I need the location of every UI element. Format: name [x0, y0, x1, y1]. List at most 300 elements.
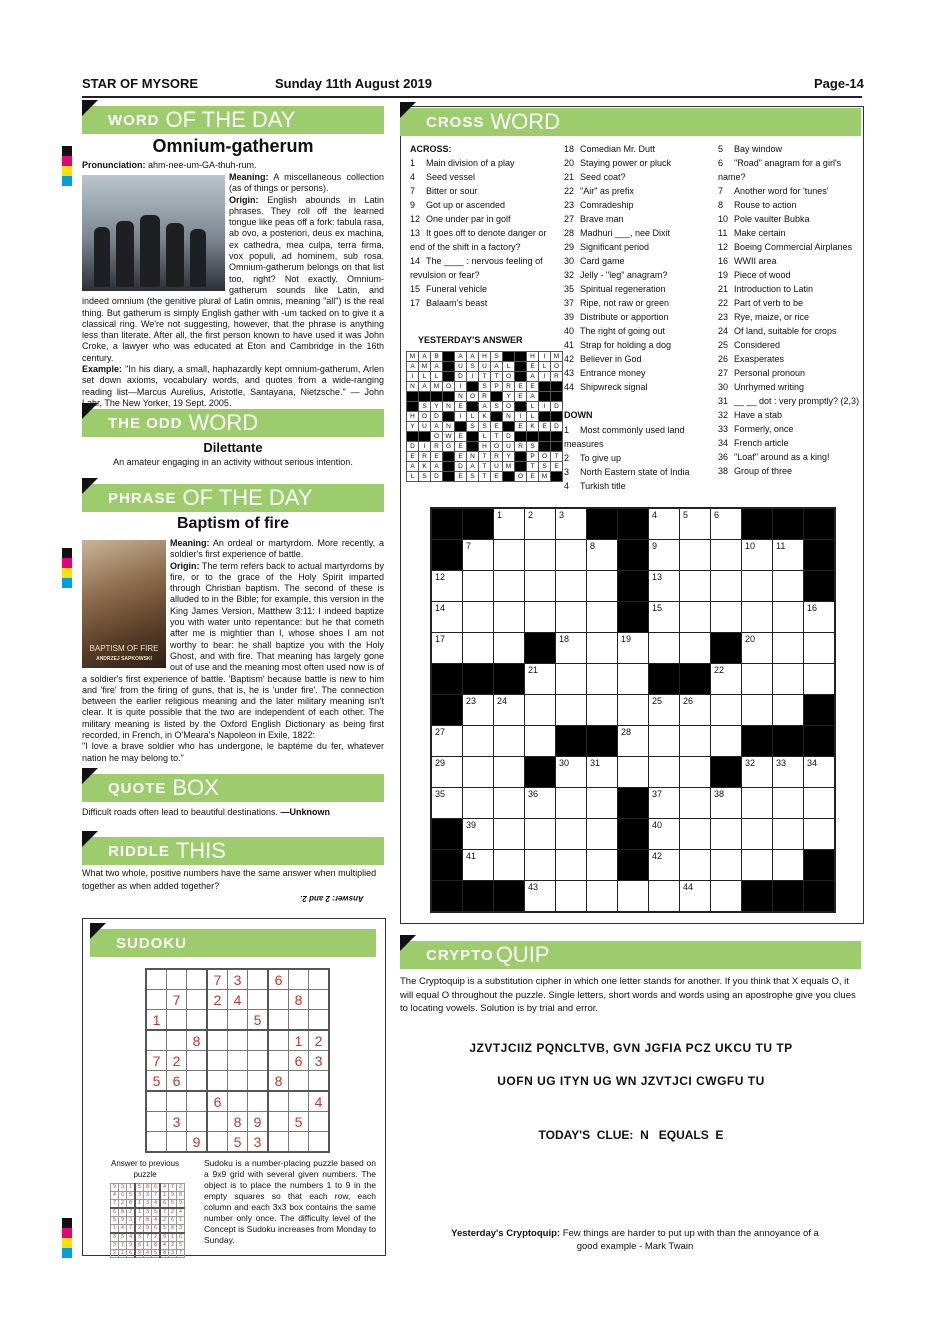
answer-cell: D	[431, 472, 443, 482]
crossword-cell[interactable]	[649, 602, 680, 633]
sudoku-cell[interactable]	[289, 1010, 309, 1031]
crossword-cell[interactable]	[556, 881, 587, 913]
crossword-cell[interactable]	[742, 788, 773, 819]
answer-cell: H	[479, 442, 491, 452]
crossword-cell[interactable]	[494, 571, 525, 602]
crossword-cell[interactable]	[556, 664, 587, 695]
sudoku-answer-cell: 2	[160, 1217, 169, 1225]
clue-item	[564, 324, 712, 338]
crossword-cell[interactable]	[742, 850, 773, 881]
sudoku-cell[interactable]	[207, 1132, 228, 1153]
crossword-grid	[430, 507, 836, 913]
crossword-cell[interactable]	[525, 819, 556, 850]
answer-cell: A	[491, 362, 503, 372]
sudoku-answer-cell: 5	[119, 1233, 127, 1242]
sudoku-answer-cell: 5	[177, 1242, 185, 1250]
crossword-cell[interactable]	[618, 726, 649, 757]
crossword-cell[interactable]	[587, 602, 618, 633]
crossword-cell[interactable]	[463, 602, 494, 633]
crossword-black-cell	[680, 664, 711, 695]
crossword-cell[interactable]	[525, 850, 556, 881]
sudoku-cell[interactable]	[187, 990, 208, 1010]
crossword-cell[interactable]	[431, 788, 463, 819]
crossword-cell[interactable]	[587, 633, 618, 664]
crossword-cell[interactable]	[618, 695, 649, 726]
crossword-cell[interactable]	[618, 633, 649, 664]
sudoku-cell[interactable]	[187, 969, 208, 990]
crossword-cell[interactable]	[711, 602, 742, 633]
clue-number: 39	[564, 312, 575, 322]
clue-text: Balaam's beast	[426, 298, 488, 308]
crossword-cell[interactable]	[431, 633, 463, 664]
clue-text: Exasperates	[734, 354, 785, 364]
answer-cell: E	[515, 382, 527, 392]
crossword-cell[interactable]	[649, 726, 680, 757]
crossword-cell[interactable]	[494, 602, 525, 633]
sudoku-cell[interactable]	[268, 1132, 289, 1153]
crossword-cell[interactable]	[618, 881, 649, 913]
clue-item	[718, 352, 860, 366]
sudoku-cell[interactable]	[167, 1030, 187, 1051]
crossword-cell[interactable]	[525, 664, 556, 695]
crossword-cell[interactable]	[587, 664, 618, 695]
clue-number: 43	[564, 368, 575, 378]
crossword-cell[interactable]	[556, 633, 587, 664]
sudoku-answer-cell: 7	[160, 1208, 169, 1217]
crossword-cell[interactable]	[463, 788, 494, 819]
sudoku-cell: 9	[187, 1132, 208, 1153]
crossword-cell[interactable]	[587, 571, 618, 602]
crossword-black-cell	[431, 508, 463, 540]
clue-item	[564, 212, 712, 226]
band-label-big: OF THE DAY	[182, 485, 313, 510]
sudoku-cell[interactable]	[309, 1010, 330, 1031]
crossword-cell[interactable]	[587, 788, 618, 819]
crossword-cell[interactable]	[742, 757, 773, 788]
crossword-cell[interactable]	[431, 726, 463, 757]
answer-cell: S	[491, 352, 503, 362]
crossword-cell[interactable]	[804, 819, 836, 850]
sudoku-cell[interactable]	[187, 1010, 208, 1031]
answer-cell: U	[419, 422, 431, 432]
clue-number: 23	[564, 200, 575, 210]
crossword-cell[interactable]	[525, 602, 556, 633]
crossword-cell[interactable]	[556, 757, 587, 788]
clue-item	[564, 268, 712, 282]
clue-number: 21	[564, 172, 575, 182]
clue-text: Considered	[734, 340, 781, 350]
crossword-cell[interactable]	[680, 602, 711, 633]
answer-cell: N	[443, 402, 455, 412]
sudoku-cell[interactable]	[248, 1091, 269, 1112]
clue-item	[718, 198, 860, 212]
crossword-cell[interactable]	[742, 602, 773, 633]
crossword-cell[interactable]	[804, 633, 836, 664]
crossword-cell[interactable]	[463, 540, 494, 571]
sudoku-cell[interactable]	[248, 1051, 269, 1071]
crossword-cell[interactable]	[773, 819, 804, 850]
answer-cell: I	[539, 402, 551, 412]
crossword-cell[interactable]	[711, 508, 742, 540]
cell-number: 30	[559, 758, 570, 768]
sudoku-cell[interactable]	[167, 1132, 187, 1153]
crossword-cell[interactable]	[773, 850, 804, 881]
sudoku-answer-cell: 1	[177, 1217, 185, 1225]
answer-cell: E	[527, 382, 539, 392]
clue-item	[718, 226, 860, 240]
clue-text: Staying power or pluck	[580, 158, 672, 168]
crossword-black-cell	[587, 726, 618, 757]
clue-item	[718, 450, 860, 464]
sudoku-cell[interactable]	[268, 1051, 289, 1071]
crossword-cell[interactable]	[742, 695, 773, 726]
sudoku-answer-cell: 2	[111, 1250, 119, 1258]
cell-number: 15	[652, 603, 663, 613]
sudoku-cell[interactable]	[228, 1030, 248, 1051]
crossword-cell[interactable]	[680, 571, 711, 602]
clue-number: 19	[718, 270, 729, 280]
quote	[82, 807, 330, 817]
word-of-day-word: Omnium-gatherum	[152, 136, 314, 156]
crossword-cell[interactable]	[711, 850, 742, 881]
crossword-cell[interactable]	[680, 788, 711, 819]
sudoku-cell[interactable]	[187, 1051, 208, 1071]
sudoku-answer-cell: 2	[169, 1242, 177, 1250]
sudoku-cell[interactable]	[268, 1091, 289, 1112]
crossword-cell[interactable]	[494, 633, 525, 664]
answer-black-cell	[551, 432, 563, 442]
crossword-cell[interactable]	[649, 881, 680, 913]
clue-number: 1	[410, 158, 416, 168]
sudoku-cell[interactable]	[146, 969, 167, 990]
answer-cell: G	[443, 442, 455, 452]
clue-item	[718, 394, 860, 408]
crossword-cell[interactable]	[556, 508, 587, 540]
crossword-black-cell	[431, 540, 463, 571]
crossword-cell[interactable]	[463, 757, 494, 788]
answer-cell: S	[467, 362, 479, 372]
answer-cell: O	[491, 442, 503, 452]
crossword-cell[interactable]	[525, 788, 556, 819]
sudoku-cell: 6	[167, 1071, 187, 1092]
crossword-cell[interactable]	[773, 695, 804, 726]
sudoku-cell[interactable]	[248, 969, 269, 990]
clue-item	[718, 310, 860, 324]
crossword-cell[interactable]	[773, 757, 804, 788]
crossword-cell[interactable]	[711, 726, 742, 757]
sudoku-cell[interactable]	[187, 1112, 208, 1132]
crossword-black-cell	[494, 881, 525, 913]
cryptoquip-line2: UOFN UG ITYN UG WN JZVTJCI CWGFU TU	[497, 1074, 765, 1088]
crossword-cell[interactable]	[525, 726, 556, 757]
odd-word: Dilettante	[203, 440, 263, 455]
crossword-black-cell	[804, 726, 836, 757]
crossword-cell[interactable]	[711, 881, 742, 913]
clue-number: 10	[718, 214, 729, 224]
clue-text: Entrance money	[580, 368, 646, 378]
sudoku-cell[interactable]	[289, 969, 309, 990]
sudoku-answer-cell: 9	[119, 1217, 127, 1225]
sudoku-cell[interactable]	[289, 1071, 309, 1092]
cell-number: 3	[559, 510, 565, 520]
answer-cell: E	[455, 472, 467, 482]
crossword-cell[interactable]	[525, 508, 556, 540]
sudoku-cell[interactable]	[207, 1112, 228, 1132]
crossword-cell[interactable]	[556, 819, 587, 850]
crossword-cell[interactable]	[742, 819, 773, 850]
answer-black-cell	[551, 412, 563, 422]
crossword-cell[interactable]	[587, 819, 618, 850]
sudoku-cell[interactable]	[207, 1071, 228, 1092]
crossword-cell[interactable]	[804, 602, 836, 633]
crossword-cell[interactable]	[742, 571, 773, 602]
crossword-cell[interactable]	[711, 695, 742, 726]
sudoku-cell[interactable]	[289, 1091, 309, 1112]
crossword-cell[interactable]	[587, 850, 618, 881]
crossword-cell[interactable]	[556, 602, 587, 633]
sudoku-answer-cell: 4	[177, 1208, 185, 1217]
crossword-cell[interactable]	[494, 850, 525, 881]
header-rule	[82, 96, 862, 98]
pronunciation	[82, 160, 384, 171]
crossword-cell[interactable]	[773, 788, 804, 819]
crossword-cell[interactable]	[556, 695, 587, 726]
clue-number: 30	[564, 256, 575, 266]
meaning-label: Meaning:	[170, 538, 210, 548]
answer-cell: M	[539, 472, 551, 482]
sudoku-cell[interactable]	[228, 1051, 248, 1071]
cell-number: 27	[435, 727, 446, 737]
crossword-cell[interactable]	[680, 819, 711, 850]
crossword-cell[interactable]	[525, 881, 556, 913]
clue-text: Unrhymed writing	[734, 382, 805, 392]
sudoku-cell[interactable]	[268, 1010, 289, 1031]
crossword-cell[interactable]	[587, 695, 618, 726]
clue-text: Rouse to action	[734, 200, 797, 210]
sudoku-cell[interactable]	[289, 1132, 309, 1153]
riddle-band	[82, 837, 384, 865]
crossword-cell[interactable]	[649, 540, 680, 571]
clue-number: 44	[564, 382, 575, 392]
crossword-cell[interactable]	[494, 726, 525, 757]
clue-text: Bitter or sour	[426, 186, 478, 196]
sudoku-cell: 7	[167, 990, 187, 1010]
crossword-cell[interactable]	[618, 664, 649, 695]
clue-text: It goes off to denote danger or end of the shift in a factory?	[410, 228, 547, 252]
sudoku-cell[interactable]	[309, 1112, 330, 1132]
crossword-cell[interactable]	[680, 850, 711, 881]
crossword-cell[interactable]	[494, 508, 525, 540]
crossword-cell[interactable]	[680, 757, 711, 788]
sudoku-cell[interactable]	[248, 990, 269, 1010]
crossword-cell[interactable]	[587, 881, 618, 913]
clue-number: 1	[564, 425, 570, 435]
crossword-cell[interactable]	[463, 850, 494, 881]
crossword-cell[interactable]	[742, 633, 773, 664]
answer-cell: T	[479, 472, 491, 482]
crossword-cell[interactable]	[742, 540, 773, 571]
crossword-cell[interactable]	[556, 788, 587, 819]
sudoku-cell[interactable]	[187, 1091, 208, 1112]
sudoku-cell[interactable]	[187, 1071, 208, 1092]
crossword-cell[interactable]	[804, 788, 836, 819]
crossword-cell[interactable]	[804, 757, 836, 788]
crossword-cell[interactable]	[711, 788, 742, 819]
crossword-cell[interactable]	[773, 602, 804, 633]
answer-cell: A	[419, 382, 431, 392]
crossword-cell[interactable]	[773, 633, 804, 664]
crossword-cell[interactable]	[680, 540, 711, 571]
sudoku-cell[interactable]	[268, 1030, 289, 1051]
crossword-cell[interactable]	[711, 664, 742, 695]
answer-black-cell	[503, 422, 515, 432]
crossword-cell[interactable]	[680, 633, 711, 664]
answer-cell: K	[419, 462, 431, 472]
sudoku-cell[interactable]	[228, 1091, 248, 1112]
sudoku-answer-cell: 5	[160, 1225, 169, 1234]
sudoku-cell[interactable]	[146, 1112, 167, 1132]
cell-number: 38	[714, 789, 725, 799]
sudoku-cell[interactable]	[248, 1071, 269, 1092]
sudoku-cell[interactable]	[268, 1112, 289, 1132]
crossword-cell[interactable]	[431, 602, 463, 633]
crossword-black-cell	[804, 540, 836, 571]
crossword-cell[interactable]	[463, 633, 494, 664]
crossword-cell[interactable]	[463, 571, 494, 602]
sudoku-answer-cell: 1	[135, 1208, 144, 1217]
crossword-cell[interactable]	[494, 819, 525, 850]
crossword-cell[interactable]	[431, 571, 463, 602]
crossword-black-cell	[587, 508, 618, 540]
answer-black-cell	[443, 372, 455, 382]
sudoku-cell[interactable]	[309, 990, 330, 1010]
answer-cell: S	[491, 402, 503, 412]
crossword-cell[interactable]	[649, 757, 680, 788]
crossword-cell[interactable]	[649, 788, 680, 819]
crossword-cell[interactable]	[773, 571, 804, 602]
crossword-cell[interactable]	[587, 757, 618, 788]
down-heading: DOWN	[564, 410, 593, 420]
band-label-big: WORD	[490, 109, 560, 134]
crossword-cell[interactable]	[525, 571, 556, 602]
sudoku-cell[interactable]	[167, 1091, 187, 1112]
crossword-cell[interactable]	[680, 726, 711, 757]
clue-text: Madhuri ___, nee Dixit	[580, 228, 671, 238]
crossword-black-cell	[618, 540, 649, 571]
sudoku-answer-cell: 7	[127, 1225, 136, 1234]
crossword-cell[interactable]	[649, 695, 680, 726]
sudoku-answer-cell: 7	[152, 1192, 161, 1200]
crossword-cell[interactable]	[742, 664, 773, 695]
sudoku-cell[interactable]	[146, 1030, 167, 1051]
crossword-cell[interactable]	[711, 819, 742, 850]
clue-text: Comradeship	[580, 200, 634, 210]
sudoku-cell[interactable]	[207, 1051, 228, 1071]
sudoku-cell[interactable]	[167, 969, 187, 990]
crossword-cell[interactable]	[494, 540, 525, 571]
sudoku-cell[interactable]	[207, 1030, 228, 1051]
crossword-cell[interactable]	[649, 633, 680, 664]
clue-number: 36	[718, 452, 729, 462]
crossword-cell[interactable]	[587, 540, 618, 571]
sudoku-cell[interactable]	[309, 1071, 330, 1092]
cell-number: 16	[807, 603, 818, 613]
crossword-cell[interactable]	[680, 508, 711, 540]
crossword-black-cell	[711, 757, 742, 788]
crossword-cell[interactable]	[494, 788, 525, 819]
sudoku-cell: 6	[207, 1091, 228, 1112]
crossword-cell[interactable]	[711, 540, 742, 571]
crossword-cell[interactable]	[680, 695, 711, 726]
sudoku-cell[interactable]	[146, 1091, 167, 1112]
clue-item	[718, 268, 860, 282]
crossword-cell[interactable]	[649, 819, 680, 850]
crossword-cell[interactable]	[525, 695, 556, 726]
across-clues-1	[410, 156, 554, 310]
sudoku-cell[interactable]	[146, 1132, 167, 1153]
word-of-day-band	[82, 106, 384, 134]
sudoku-cell[interactable]	[228, 1071, 248, 1092]
clue-item	[718, 240, 860, 254]
sudoku-cell[interactable]	[167, 1010, 187, 1031]
sudoku-cell: 2	[309, 1030, 330, 1051]
crossword-cell[interactable]	[463, 726, 494, 757]
crossword-cell[interactable]	[618, 757, 649, 788]
crossword-cell[interactable]	[494, 695, 525, 726]
crossword-cell[interactable]	[711, 571, 742, 602]
crossword-cell[interactable]	[463, 819, 494, 850]
clue-item	[718, 254, 860, 268]
answer-cell: N	[455, 392, 467, 402]
sudoku-answer-cell: 5	[111, 1217, 119, 1225]
crossword-cell[interactable]	[556, 850, 587, 881]
crossword-cell[interactable]	[556, 571, 587, 602]
sudoku-cell[interactable]	[146, 990, 167, 1010]
crossword-cell[interactable]	[494, 757, 525, 788]
across-heading: ACROSS:	[410, 144, 452, 154]
crossword-cell[interactable]	[525, 540, 556, 571]
sudoku-cell[interactable]	[228, 1010, 248, 1031]
crossword-black-cell	[773, 881, 804, 913]
crossword-cell[interactable]	[649, 508, 680, 540]
example-text: "In his diary, a small, haphazardly kept omnium-gatherum, Arlen set down axioms, vocabulary words, and quotes from a wide-ranging reading list—Marcus Aurelius, Aristotle, Santayana, Nietzsche." — John Lahr, The New Yorker, 19 Sept. 2005.	[82, 364, 384, 408]
crossword-cell[interactable]	[804, 664, 836, 695]
clue-text: Jelly - "leg" anagram?	[580, 270, 668, 280]
sudoku-cell[interactable]	[309, 1132, 330, 1153]
crossword-cell[interactable]	[431, 757, 463, 788]
sudoku-cell: 4	[228, 990, 248, 1010]
sudoku-cell: 9	[248, 1112, 269, 1132]
crossword-cell[interactable]	[556, 540, 587, 571]
cell-number: 37	[652, 789, 663, 799]
sudoku-cell: 4	[309, 1091, 330, 1112]
crossword-cell[interactable]	[680, 881, 711, 913]
sudoku-cell[interactable]	[248, 1030, 269, 1051]
answer-cell: B	[431, 352, 443, 362]
corner-mark	[82, 100, 98, 116]
sudoku-cell[interactable]	[268, 990, 289, 1010]
sudoku-answer-cell: 6	[169, 1217, 177, 1225]
sudoku-cell[interactable]	[207, 1010, 228, 1031]
crossword-cell[interactable]	[773, 664, 804, 695]
crossword-cell[interactable]	[649, 850, 680, 881]
sudoku-cell[interactable]	[309, 969, 330, 990]
cell-number: 42	[652, 851, 663, 861]
crossword-cell[interactable]	[649, 571, 680, 602]
crossword-cell[interactable]	[773, 540, 804, 571]
crossword-cell[interactable]	[463, 695, 494, 726]
answer-cell: T	[479, 452, 491, 462]
